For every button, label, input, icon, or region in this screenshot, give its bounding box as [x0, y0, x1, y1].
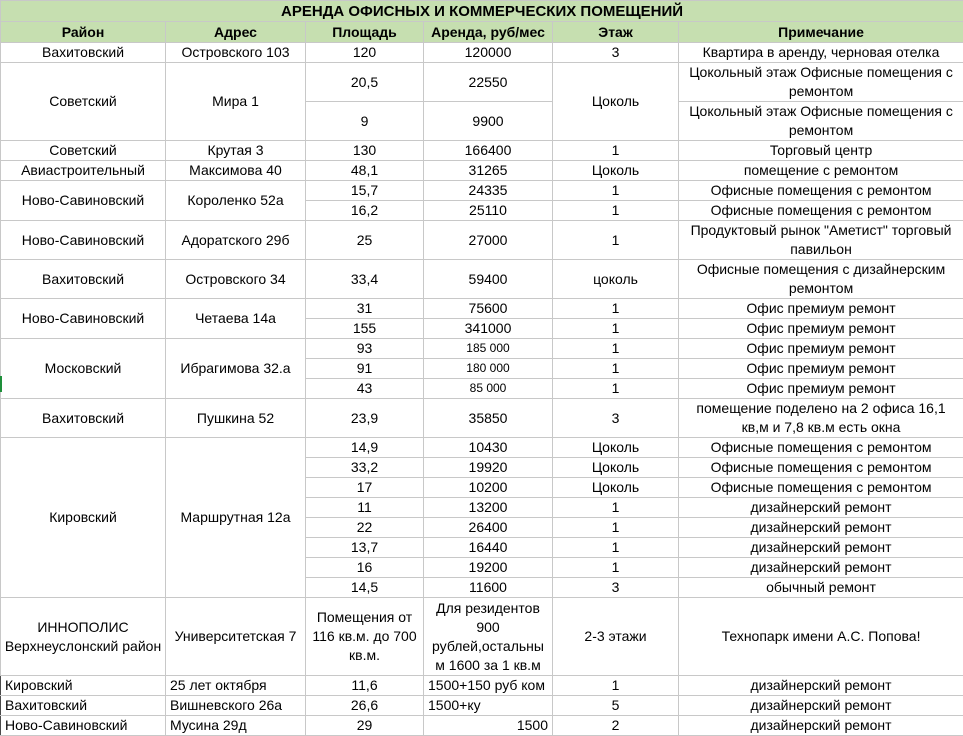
district-cell[interactable]: Ново-Савиновский — [1, 299, 166, 339]
floor-cell[interactable]: 5 — [553, 696, 679, 716]
area-cell[interactable]: 120 — [306, 43, 424, 63]
rent-cell[interactable]: 16440 — [424, 538, 553, 558]
note-cell[interactable]: дизайнерский ремонт — [679, 696, 963, 716]
note-cell[interactable]: Офисные помещения с ремонтом — [679, 458, 963, 478]
address-cell[interactable]: Островского 103 — [166, 43, 306, 63]
district-cell[interactable]: Ново-Савиновский — [1, 181, 166, 221]
note-cell[interactable]: Офисные помещения с ремонтом — [679, 438, 963, 458]
floor-cell[interactable]: 3 — [553, 399, 679, 438]
district-cell[interactable]: Кировский — [1, 438, 166, 598]
area-cell[interactable]: 43 — [306, 379, 424, 399]
floor-cell[interactable]: 1 — [553, 141, 679, 161]
table-row — [1, 598, 963, 676]
note-cell[interactable]: Торговый центр — [679, 141, 963, 161]
area-cell[interactable]: 33,4 — [306, 260, 424, 299]
note-cell[interactable]: Цокольный этаж Офисные помещения с ремонтом — [679, 63, 963, 102]
rent-cell[interactable]: 180 000 — [424, 359, 553, 379]
floor-cell[interactable]: 1 — [553, 676, 679, 696]
rent-cell[interactable]: 120000 — [424, 43, 553, 63]
floor-cell[interactable]: 3 — [553, 578, 679, 598]
floor-cell[interactable]: 1 — [553, 339, 679, 359]
district-cell[interactable]: Авиастроительный — [1, 161, 166, 181]
area-cell[interactable]: 48,1 — [306, 161, 424, 181]
district-cell[interactable]: Ново-Савиновский — [1, 221, 166, 260]
note-cell[interactable]: помещение с ремонтом — [679, 161, 963, 181]
rent-cell[interactable]: 1500+ку — [424, 696, 553, 716]
district-cell[interactable]: Вахитовский — [1, 260, 166, 299]
address-cell[interactable]: Островского 34 — [166, 260, 306, 299]
note-cell[interactable]: помещение поделено на 2 офиса 16,1 кв,м и 7,8 кв.м есть окна — [679, 399, 963, 438]
note-cell[interactable]: Офис премиум ремонт — [679, 379, 963, 399]
address-cell[interactable]: Университетская 7 — [166, 598, 306, 676]
rent-cell[interactable]: 166400 — [424, 141, 553, 161]
floor-cell[interactable]: Цоколь — [553, 161, 679, 181]
table-row — [1, 161, 963, 181]
title-row — [1, 1, 963, 22]
floor-cell[interactable]: 1 — [553, 498, 679, 518]
rent-cell[interactable]: 85 000 — [424, 379, 553, 399]
header-cell[interactable]: Примечание — [679, 22, 963, 43]
rent-cell[interactable]: 185 000 — [424, 339, 553, 359]
note-cell[interactable]: Продуктовый рынок "Аметист" торговый павильон — [679, 221, 963, 260]
area-cell[interactable]: 14,9 — [306, 438, 424, 458]
area-cell[interactable]: 22 — [306, 518, 424, 538]
area-cell[interactable]: 20,5 — [306, 63, 424, 102]
table-row — [1, 299, 963, 319]
area-cell[interactable]: 16 — [306, 558, 424, 578]
note-cell[interactable]: Офисные помещения с ремонтом — [679, 201, 963, 221]
table-row — [1, 221, 963, 260]
rent-cell[interactable]: 1500 — [424, 716, 553, 736]
area-cell[interactable]: 29 — [306, 716, 424, 736]
header-cell[interactable]: Площадь — [306, 22, 424, 43]
floor-cell[interactable]: Цоколь — [553, 478, 679, 498]
floor-cell[interactable]: Цоколь — [553, 63, 679, 141]
district-cell[interactable]: Советский — [1, 63, 166, 141]
table-row — [1, 181, 963, 201]
area-cell[interactable]: 23,9 — [306, 399, 424, 438]
area-cell[interactable]: 11 — [306, 498, 424, 518]
rent-cell[interactable]: 11600 — [424, 578, 553, 598]
district-cell[interactable]: Ново-Савиновский — [1, 716, 166, 736]
table-row — [1, 438, 963, 458]
note-cell[interactable]: Цокольный этаж Офисные помещения с ремонтом — [679, 102, 963, 141]
address-cell[interactable]: 25 лет октября — [166, 676, 306, 696]
rent-cell[interactable]: 1500+150 руб ком — [424, 676, 553, 696]
floor-cell[interactable]: 1 — [553, 299, 679, 319]
rent-cell[interactable]: 19200 — [424, 558, 553, 578]
rent-cell[interactable]: 22550 — [424, 63, 553, 102]
floor-cell[interactable]: 1 — [553, 538, 679, 558]
note-cell[interactable]: Офис премиум ремонт — [679, 339, 963, 359]
address-cell[interactable]: Максимова 40 — [166, 161, 306, 181]
rent-cell[interactable]: 35850 — [424, 399, 553, 438]
floor-cell[interactable]: Цоколь — [553, 458, 679, 478]
note-cell[interactable]: Офисные помещения с ремонтом — [679, 478, 963, 498]
floor-cell[interactable]: цоколь — [553, 260, 679, 299]
floor-cell[interactable]: 2-3 этажи — [553, 598, 679, 676]
floor-cell[interactable]: 2 — [553, 716, 679, 736]
floor-cell[interactable]: 3 — [553, 43, 679, 63]
address-cell[interactable]: Маршрутная 12а — [166, 438, 306, 598]
area-cell[interactable]: 26,6 — [306, 696, 424, 716]
area-cell[interactable]: 33,2 — [306, 458, 424, 478]
rent-cell[interactable]: 13200 — [424, 498, 553, 518]
table-row — [1, 716, 963, 736]
header-cell[interactable]: Этаж — [553, 22, 679, 43]
floor-cell[interactable]: 1 — [553, 379, 679, 399]
rent-cell[interactable]: 19920 — [424, 458, 553, 478]
address-cell[interactable]: Крутая 3 — [166, 141, 306, 161]
floor-cell[interactable]: 1 — [553, 558, 679, 578]
area-cell[interactable]: 17 — [306, 478, 424, 498]
area-cell[interactable]: 14,5 — [306, 578, 424, 598]
note-cell[interactable]: Офисные помещения с ремонтом — [679, 181, 963, 201]
table-row — [1, 339, 963, 359]
rent-cell[interactable]: 27000 — [424, 221, 553, 260]
area-cell[interactable]: 130 — [306, 141, 424, 161]
address-cell[interactable]: Пушкина 52 — [166, 399, 306, 438]
note-cell[interactable]: дизайнерский ремонт — [679, 518, 963, 538]
table-row — [1, 399, 963, 438]
area-cell[interactable]: 93 — [306, 339, 424, 359]
floor-cell[interactable]: 1 — [553, 221, 679, 260]
floor-cell[interactable]: 1 — [553, 201, 679, 221]
table-row — [1, 43, 963, 63]
note-cell[interactable]: дизайнерский ремонт — [679, 716, 963, 736]
note-cell[interactable]: Технопарк имени А.С. Попова! — [679, 598, 963, 676]
address-cell[interactable]: Ибрагимова 32.а — [166, 339, 306, 399]
table-row — [1, 676, 963, 696]
area-cell[interactable]: 9 — [306, 102, 424, 141]
district-cell[interactable]: Вахитовский — [1, 696, 166, 716]
note-cell[interactable]: дизайнерский ремонт — [679, 498, 963, 518]
note-cell[interactable]: дизайнерский ремонт — [679, 558, 963, 578]
rent-cell[interactable]: 31265 — [424, 161, 553, 181]
rent-cell[interactable]: Для резидентов 900 рублей,остальны м 1600 за 1 кв.м — [424, 598, 553, 676]
note-cell[interactable]: Офис премиум ремонт — [679, 359, 963, 379]
address-cell[interactable]: Адоратского 29б — [166, 221, 306, 260]
header-row — [1, 22, 963, 43]
address-cell[interactable]: Четаева 14а — [166, 299, 306, 339]
note-cell[interactable]: Квартира в аренду, черновая отелка — [679, 43, 963, 63]
area-cell[interactable]: 91 — [306, 359, 424, 379]
floor-cell[interactable]: Цоколь — [553, 438, 679, 458]
district-cell[interactable]: ИННОПОЛИС Верхнеуслонский район — [1, 598, 166, 676]
district-cell[interactable]: Московский — [1, 339, 166, 399]
note-cell[interactable]: дизайнерский ремонт — [679, 538, 963, 558]
rent-cell[interactable]: 75600 — [424, 299, 553, 319]
header-cell[interactable]: Район — [1, 22, 166, 43]
district-cell[interactable]: Советский — [1, 141, 166, 161]
district-cell[interactable]: Вахитовский — [1, 43, 166, 63]
table-row — [1, 63, 963, 102]
header-cell[interactable]: Аренда, руб/мес — [424, 22, 553, 43]
table-row — [1, 260, 963, 299]
rent-cell[interactable]: 341000 — [424, 319, 553, 339]
rent-cell[interactable]: 25110 — [424, 201, 553, 221]
address-cell[interactable]: Короленко 52а — [166, 181, 306, 221]
rent-cell[interactable]: 59400 — [424, 260, 553, 299]
header-cell[interactable]: Адрес — [166, 22, 306, 43]
address-cell[interactable]: Вишневского 26а — [166, 696, 306, 716]
rent-cell[interactable]: 24335 — [424, 181, 553, 201]
rent-cell[interactable]: 26400 — [424, 518, 553, 538]
area-cell[interactable]: 13,7 — [306, 538, 424, 558]
rent-cell[interactable]: 10200 — [424, 478, 553, 498]
floor-cell[interactable]: 1 — [553, 181, 679, 201]
note-cell[interactable]: Офис премиум ремонт — [679, 299, 963, 319]
area-cell[interactable]: 11,6 — [306, 676, 424, 696]
row-selection-marker — [0, 376, 2, 392]
address-cell[interactable]: Мира 1 — [166, 63, 306, 141]
table-row — [1, 141, 963, 161]
floor-cell[interactable]: 1 — [553, 319, 679, 339]
address-cell[interactable]: Мусина 29д — [166, 716, 306, 736]
sheet-title[interactable]: АРЕНДА ОФИСНЫХ И КОММЕРЧЕСКИХ ПОМЕЩЕНИЙ — [1, 1, 963, 22]
district-cell[interactable]: Кировский — [1, 676, 166, 696]
area-cell[interactable]: 15,7 — [306, 181, 424, 201]
note-cell[interactable]: дизайнерский ремонт — [679, 676, 963, 696]
floor-cell[interactable]: 1 — [553, 518, 679, 538]
area-cell[interactable]: 25 — [306, 221, 424, 260]
area-cell[interactable]: 155 — [306, 319, 424, 339]
district-cell[interactable]: Вахитовский — [1, 399, 166, 438]
floor-cell[interactable]: 1 — [553, 359, 679, 379]
rent-cell[interactable]: 9900 — [424, 102, 553, 141]
area-cell[interactable]: 16,2 — [306, 201, 424, 221]
note-cell[interactable]: Офис премиум ремонт — [679, 319, 963, 339]
rent-cell[interactable]: 10430 — [424, 438, 553, 458]
table-row — [1, 696, 963, 716]
area-cell[interactable]: 31 — [306, 299, 424, 319]
note-cell[interactable]: Офисные помещения с дизайнерским ремонтом — [679, 260, 963, 299]
area-cell[interactable]: Помещения от 116 кв.м. до 700 кв.м. — [306, 598, 424, 676]
note-cell[interactable]: обычный ремонт — [679, 578, 963, 598]
